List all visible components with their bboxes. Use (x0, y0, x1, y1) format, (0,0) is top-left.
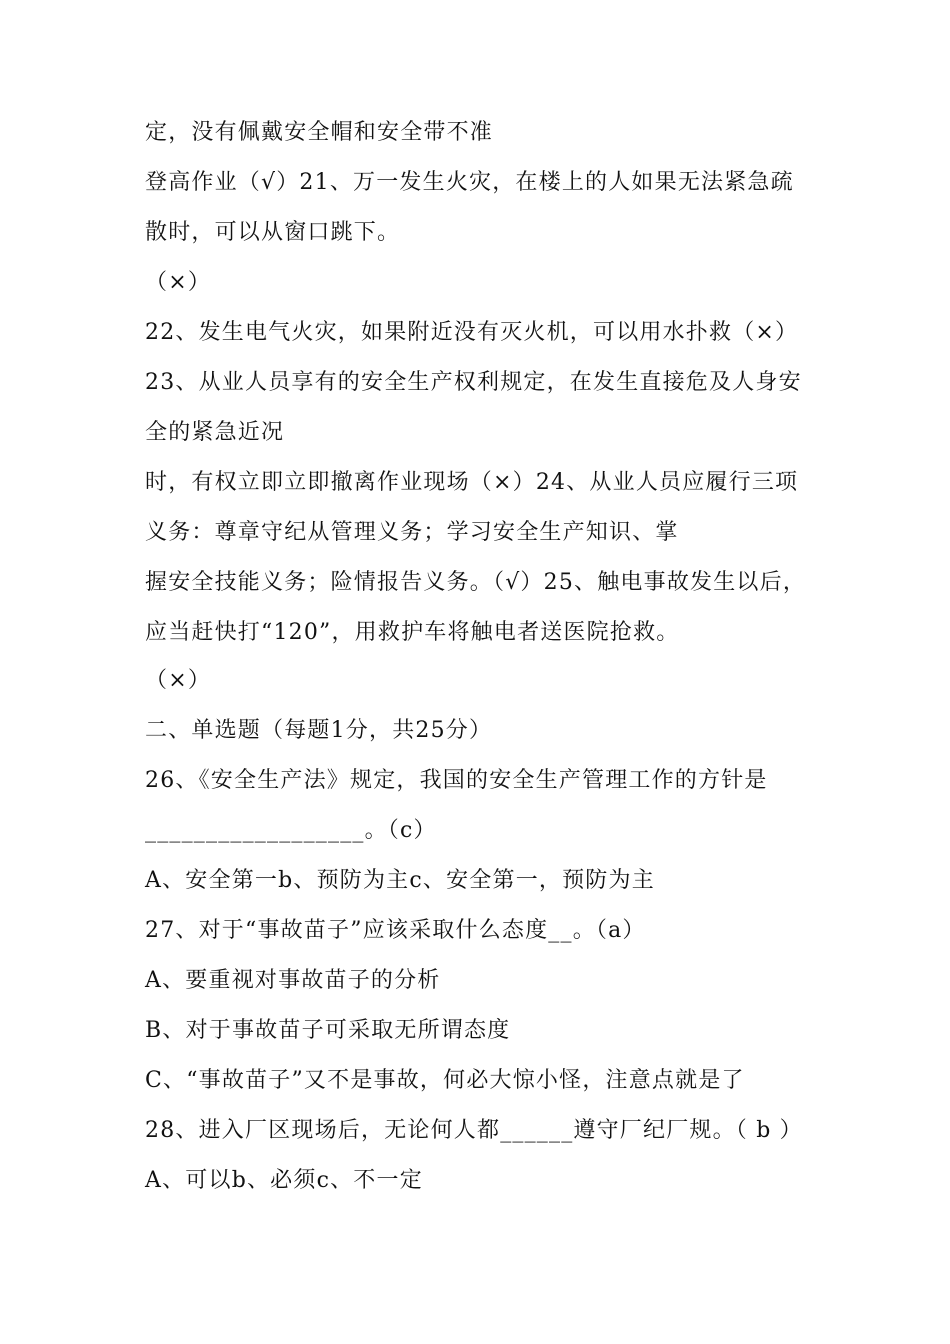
section-heading: 二、单选题（每题1分，共25分） (145, 718, 493, 743)
text-line-7: 全的紧急近况 (145, 420, 285, 445)
question-26: 26、《安全生产法》规定，我国的安全生产管理工作的方针是 (145, 768, 768, 793)
text-line-3: 散时，可以从窗口跳下。 (145, 220, 401, 245)
question-28: 28、进入厂区现场后，无论何人都______遵守厂纪厂规。（ b ） (145, 1118, 803, 1143)
question-26-options: A、安全第一b、预防为主c、安全第一，预防为主 (145, 868, 655, 893)
question-28-options: A、可以b、必须c、不一定 (145, 1168, 423, 1193)
text-line-4: （×） (145, 270, 212, 295)
question-26-blank: __________________。（c） (145, 818, 437, 843)
text-line-9: 义务：尊章守纪从管理义务；学习安全生产知识、掌 (145, 520, 679, 545)
text-line-8: 时，有权立即立即撤离作业现场（×）24、从业人员应履行三项 (145, 470, 799, 495)
text-line-1: 定，没有佩戴安全帽和安全带不准 (145, 120, 494, 145)
question-27-option-a: A、要重视对事故苗子的分析 (145, 968, 441, 993)
text-line-12: （×） (145, 668, 212, 693)
text-line-6: 23、从业人员享有的安全生产权利规定，在发生直接危及人身安 (145, 370, 802, 395)
question-27: 27、对于“事故苗子”应该采取什么态度__。（a） (145, 918, 646, 943)
text-line-5: 22、发生电气火灾，如果附近没有灭火机，可以用水扑救（×） (145, 320, 799, 345)
question-27-option-b: B、对于事故苗子可采取无所谓态度 (145, 1018, 511, 1043)
text-line-11: 应当赶快打“120”，用救护车将触电者送医院抢救。 (145, 620, 680, 645)
text-line-10: 握安全技能义务；险情报告义务。（√）25、触电事故发生以后， (145, 570, 807, 595)
text-line-2: 登高作业（√）21、万一发生火灾，在楼上的人如果无法紧急疏 (145, 170, 794, 195)
question-27-option-c: C、“事故苗子”又不是事故，何必大惊小怪，注意点就是了 (145, 1068, 745, 1093)
